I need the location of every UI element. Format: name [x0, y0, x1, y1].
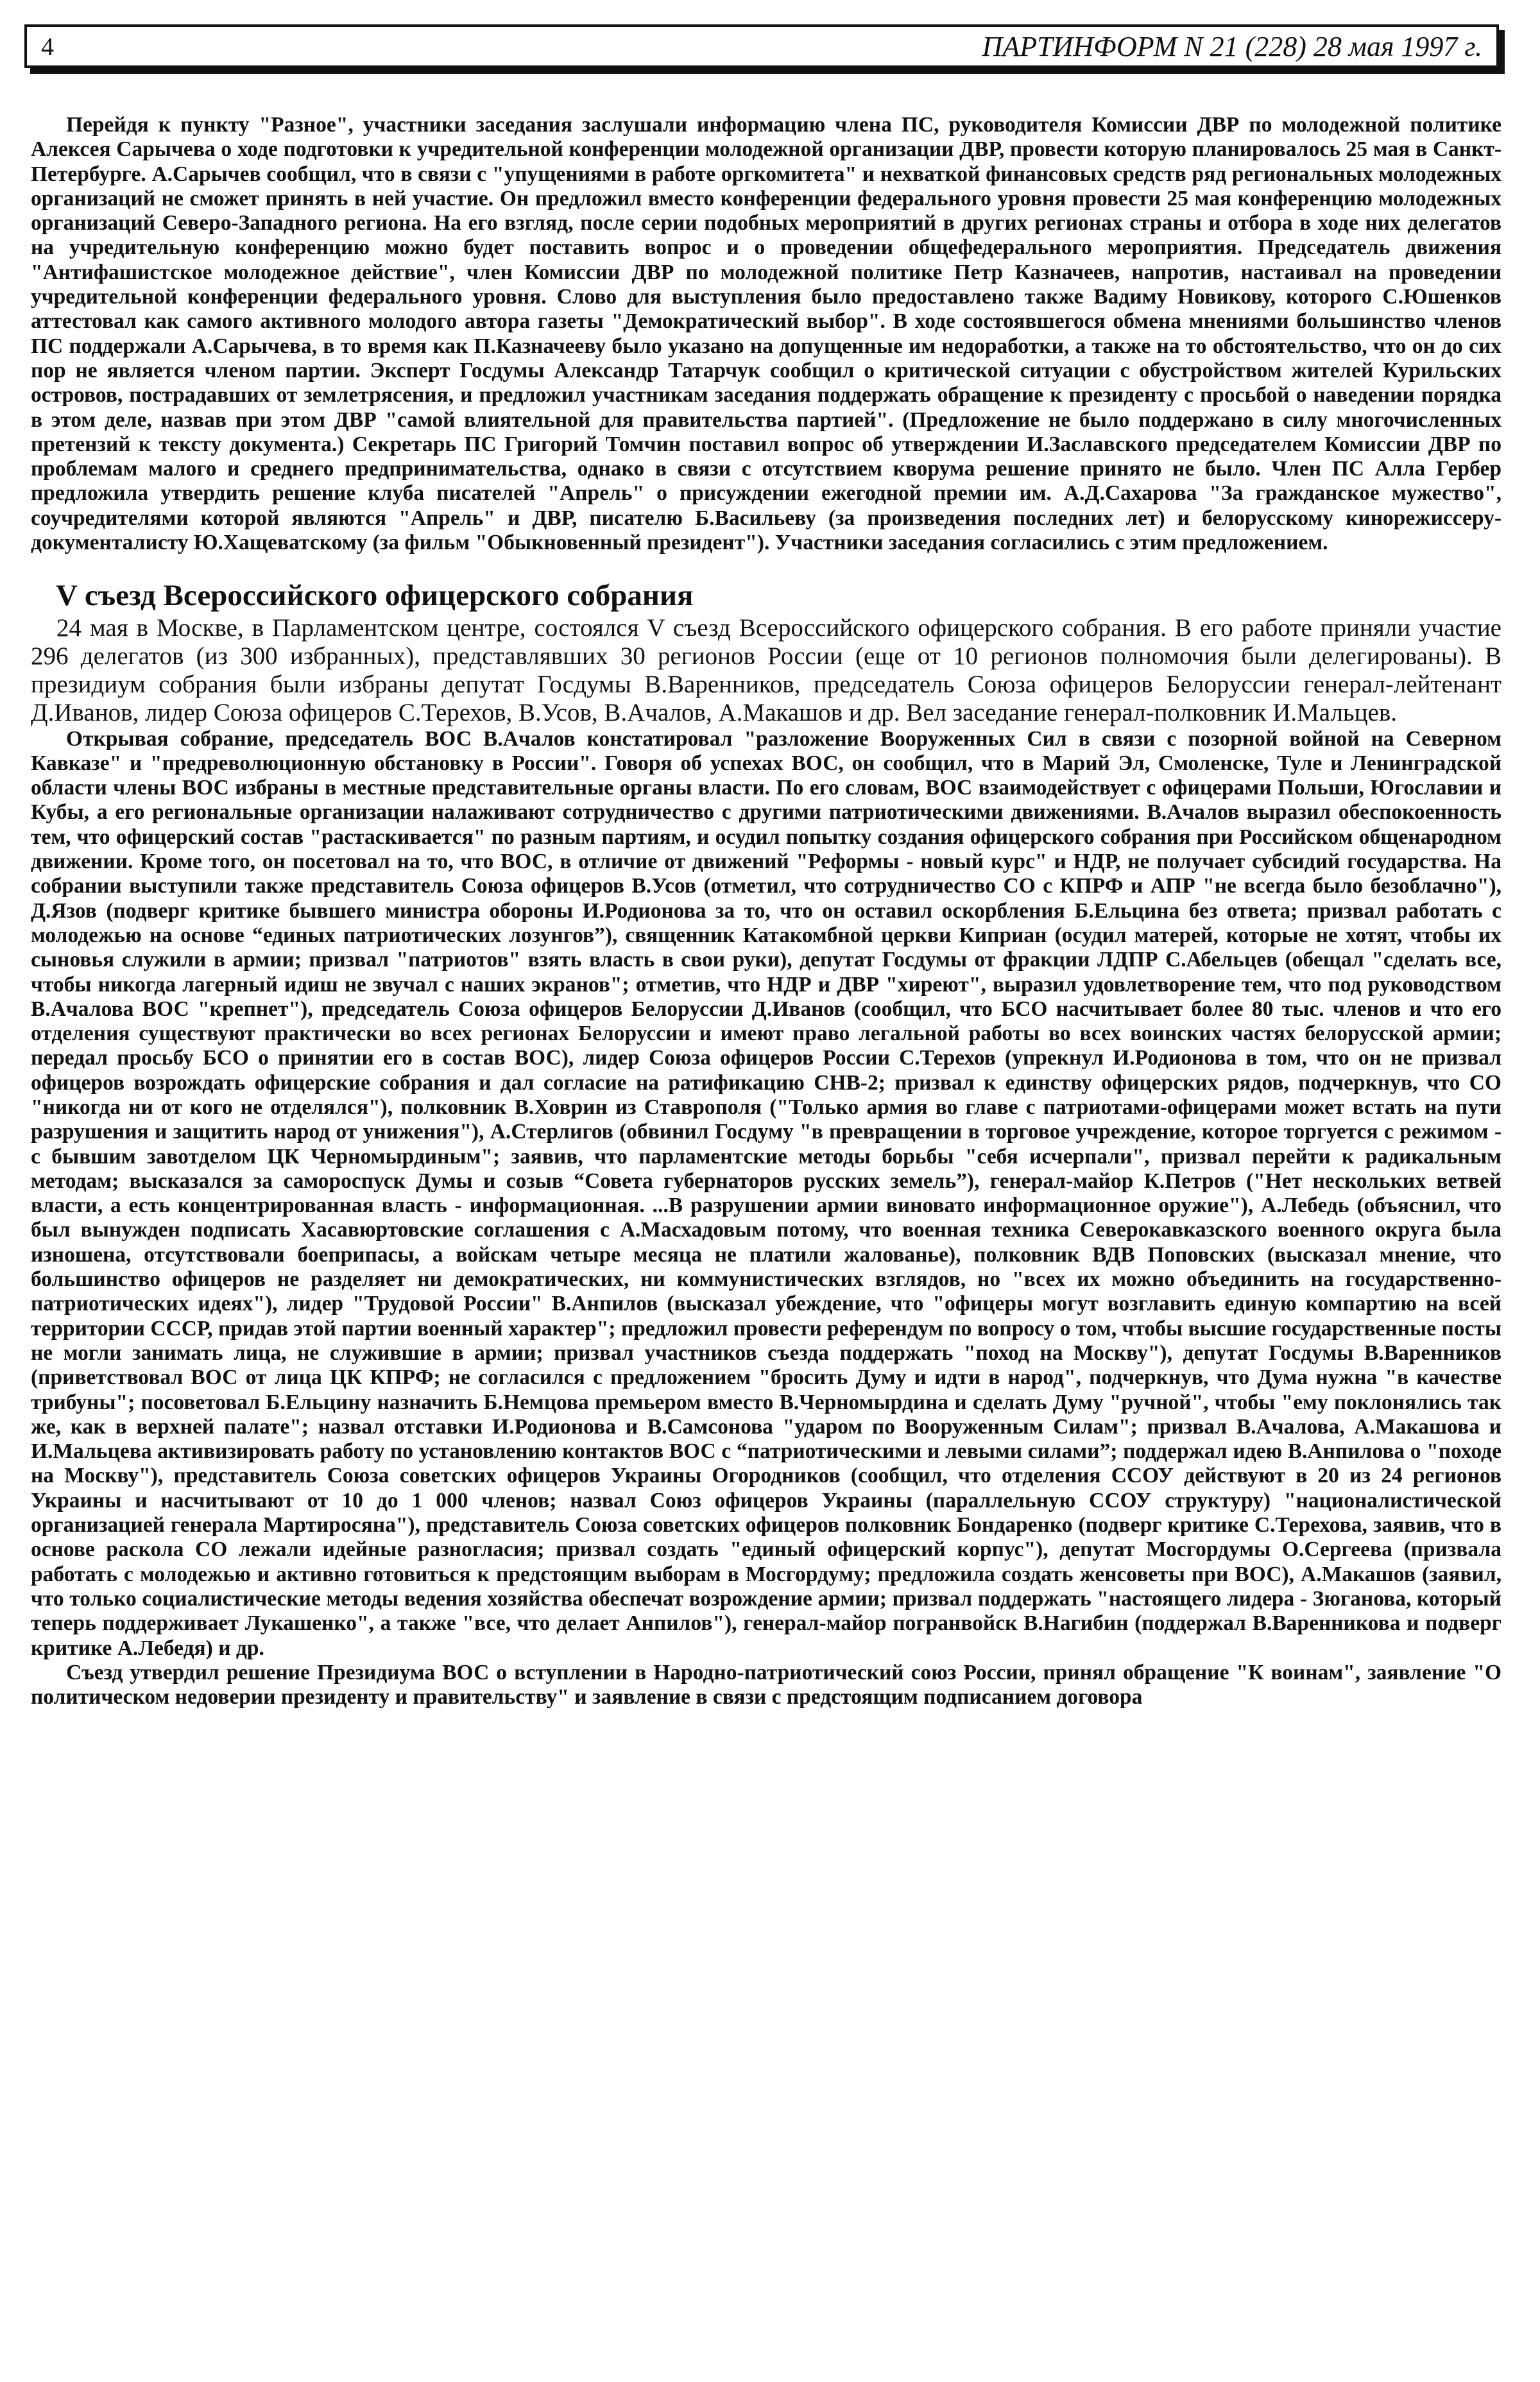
paragraph-ps-meeting: Перейдя к пункту "Разное", участники заседания заслушали информацию члена ПС, руководителя Комиссии ДВР по молодежной политике Алексея Сарычева о ходе подготовки к учредительной конференции молодежной организации ДВР, провести которую планировалось 25 мая в Санкт-Петербурге. А.Сарычев сообщил, что в связи с "упущениями в работе оргкомитета" и нехваткой финансовых средств ряд региональных молодежных организаций не сможет принять в ней участие. Он предложил вместо конференции федерального уровня провести 25 мая конференцию молодежных организаций Северо-Западного региона. На его взгляд, после серии подобных мероприятий в других регионах страны и отбора в ходе них делегатов на учредительную конференцию можно будет поставить вопрос и о проведении общефедерального мероприятия. Председатель движения "Антифашистское молодежное действие", член Комиссии ДВР по молодежной политике Петр Казначеев, напротив, настаивал на проведении учредительной конференции федерального уровня. Слово для выступления было предоставлено также Вадиму Новикову, которого С.Юшенков аттестовал как самого активного молодого автора газеты "Демократический выбор". В ходе состоявшегося обмена мнениями большинство членов ПС поддержали А.Сарычева, в то время как П.Казначееву было указано на допущенные им недоработки, а также на то обстоятельство, что он до сих пор не является членом партии. Эксперт Госдумы Александр Татарчук сообщил о критической ситуации с обустройством жителей Курильских островов, пострадавших от землетрясения, и предложил участникам заседания поддержать обращение к президенту с просьбой о наведении порядка в этом деле, назвав при этом ДВР "самой влиятельной для правительства партией". (Предложение не было поддержано в силу многочисленных претензий к тексту документа.) Секретарь ПС Григорий Томчин поставил вопрос об утверждении И.Заславского председателем Комиссии ДВР по проблемам малого и среднего предпринимательства, однако в связи с отсутствием кворума решение принято не было. Член ПС Алла Гербер предложила утвердить решение клуба писателей "Апрель" о присуждении ежегодной премии им. А.Д.Сахарова "За гражданское мужество", соучредителями которой являются "Апрель" и ДВР, писателю Б.Васильеву (за произведения последних лет) и белорусскому кинорежиссеру-документалисту Ю.Хащеватскому (за фильм "Обыкновенный президент"). Участники заседания согласились с этим предложением.	[31, 113, 1502, 555]
paragraph-congress-intro: 24 мая в Москве, в Парламентском центре, состоялся V съезд Всероссийского офицерского собрания. В его работе приняли участие 296 делегатов (из 300 избранных), представлявших 30 регионов России (еще от 10 регионов полномочия были делегированы). В президиум собрания были избраны депутат Госдумы В.Варенников, председатель Союза офицеров Белоруссии генерал-лейтенант Д.Иванов, лидер Союза офицеров С.Терехов, В.Усов, В.Ачалов, А.Макашов и др. Вел заседание генерал-полковник И.Мальцев.	[31, 614, 1502, 726]
paragraph-resolutions: Съезд утвердил решение Президиума ВОС о вступлении в Народно-патриотический союз России, принял обращение "К воинам", заявление "О политическом недоверии президенту и правительству" и заявление в связи с предстоящим подписанием договора	[31, 1660, 1502, 1709]
section-title: V съезд Всероссийского офицерского собрания	[56, 579, 694, 613]
issue-title: ПАРТИНФОРМ N 21 (228) 28 мая 1997 г.	[982, 30, 1482, 62]
page-number: 4	[41, 31, 54, 61]
page-header	[24, 24, 1499, 68]
article-body	[31, 113, 1502, 1709]
paragraph-speeches: Открывая собрание, председатель ВОС В.Ачалов констатировал "разложение Вооруженных Сил в связи с позорной войной на Северном Кавказе" и "предреволюционную обстановку в России". Говоря об успехах ВОС, он сообщил, что в Марий Эл, Смоленске, Туле и Ленинградской области члены ВОС избраны в местные представительные органы власти. По его словам, ВОС взаимодействует с офицерами Польши, Югославии и Кубы, а его региональные организации налаживают сотрудничество с другими патриотическими движениями. В.Ачалов выразил обеспокоенность тем, что офицерский состав "растаскивается" по разным партиям, и осудил попытку создания офицерского собрания при Российском общенародном движении. Кроме того, он посетовал на то, что ВОС, в отличие от движений "Реформы - новый курс" и НДР, не получает субсидий государства. На собрании выступили также представитель Союза офицеров В.Усов (отметил, что сотрудничество СО с КПРФ и АПР "не всегда было безоблачно"), Д.Язов (подверг критике бывшего министра обороны И.Родионова за то, что он оставил оскорбления Б.Ельцина без ответа; призвал работать с молодежью на основе “единых патриотических лозунгов”), священник Катакомбной церкви Киприан (осудил матерей, которые не хотят, чтобы их сыновья служили в армии; призвал "патриотов" взять власть в свои руки), депутат Госдумы от фракции ЛДПР С.Абельцев (обещал "сделать все, чтобы никогда лагерный идиш не звучал с наших экранов"; отметив, что НДР и ДВР "хиреют", выразил удовлетворение тем, что под руководством В.Ачалова ВОС "крепнет"), председатель Союза офицеров Белоруссии Д.Иванов (сообщил, что БСО насчитывает более 80 тыс. членов и что его отделения существуют практически во всех регионах Белоруссии и имеют право легальной работы во всех воинских частях белорусской армии; передал просьбу БСО о принятии его в состав ВОС), лидер Союза офицеров России С.Терехов (упрекнул И.Родионова в том, что он не призвал офицеров возрождать офицерские собрания и дал согласие на ратификацию СНВ-2; призвал к единству офицерских рядов, подчеркнув, что СО "никогда ни от кого не отделялся"), полковник В.Ховрин из Ставрополя ("Только армия во главе с патриотами-офицерами может встать на пути разрушения и защитить народ от унижения"), А.Стерлигов (обвинил Госдуму "в превращении в торговое учреждение, которое торгуется с режимом - с бывшим завотделом ЦК Черномырдиным"; заявив, что парламентские методы борьбы "себя исчерпали", призвал перейти к радикальным методам; высказался за самороспуск Думы и созыв “Совета губернаторов русских земель”), генерал-майор К.Петров ("Нет нескольких ветвей власти, а есть концентрированная власть - информационная. ...В разрушении армии виновато информационное оружие"), А.Лебедь (объяснил, что был вынужден подписать Хасавюртовские соглашения с А.Масхадовым потому, что военная техника Северокавказского военного округа была изношена, отсутствовали боеприпасы, а войскам четыре месяца не платили жалованье), полковник ВДВ Поповских (высказал мнение, что большинство офицеров не разделяет ни демократических, ни коммунистических взглядов, но "всех их можно объединить на государственно-патриотических идеях"), лидер "Трудовой России" В.Анпилов (высказал убеждение, что "офицеры могут возглавить единую компартию на всей территории СССР, придав этой партии военный характер"; предложил провести референдум по вопросу о том, чтобы высшие государственные посты не могли занимать лица, не служившие в армии; призвал участников съезда поддержать "поход на Москву"), депутат Госдумы В.Варенников (приветствовал ВОС от лица ЦК КПРФ; не согласился с предложением "бросить Думу и идти в народ", подчеркнув, что Дума нужна "в качестве трибуны"; посоветовал Б.Ельцину назначить Б.Немцова премьером вместо В.Черномырдина и сделать Думу "ручной", чтобы "ему поклонялись так же, как в верхней палате"; назвал отставки И.Родионова и В.Самсонова "ударом по Вооруженным Силам"; призвал В.Ачалова, А.Макашова и И.Мальцева активизировать работу по установлению контактов ВОС с “патриотическими и левыми силами”; поддержал идею В.Анпилова о "походе на Москву"), представитель Союза советских офицеров Украины Огородников (сообщил, что отделения ССОУ действуют в 20 из 24 регионов Украины и насчитывают от 10 до 1 000 членов; назвал Союз офицеров Украины (параллельную ССОУ структуру) "националистической организацией генерала Мартиросяна"), представитель Союза советских офицеров полковник Бондаренко (подверг критике С.Терехова, заявив, что в основе раскола СО лежали идейные разногласия; призвал создать "единый офицерский корпус"), депутат Мосгордумы О.Сергеева (призвала работать с молодежью и активно готовиться к предстоящим выборам в Мосгордуму; предложила создать женсоветы при ВОС), А.Макашов (заявил, что только социалистические методы ведения хозяйства обеспечат возрождение армии; призвал поддержать "настоящего лидера - Зюганова, который теперь поддерживает Лукашенко", а также "все, что делает Анпилов"), генерал-майор погранвойск В.Нагибин (поддержал В.Варенникова и подверг критике А.Лебедя) и др.	[31, 726, 1502, 1660]
